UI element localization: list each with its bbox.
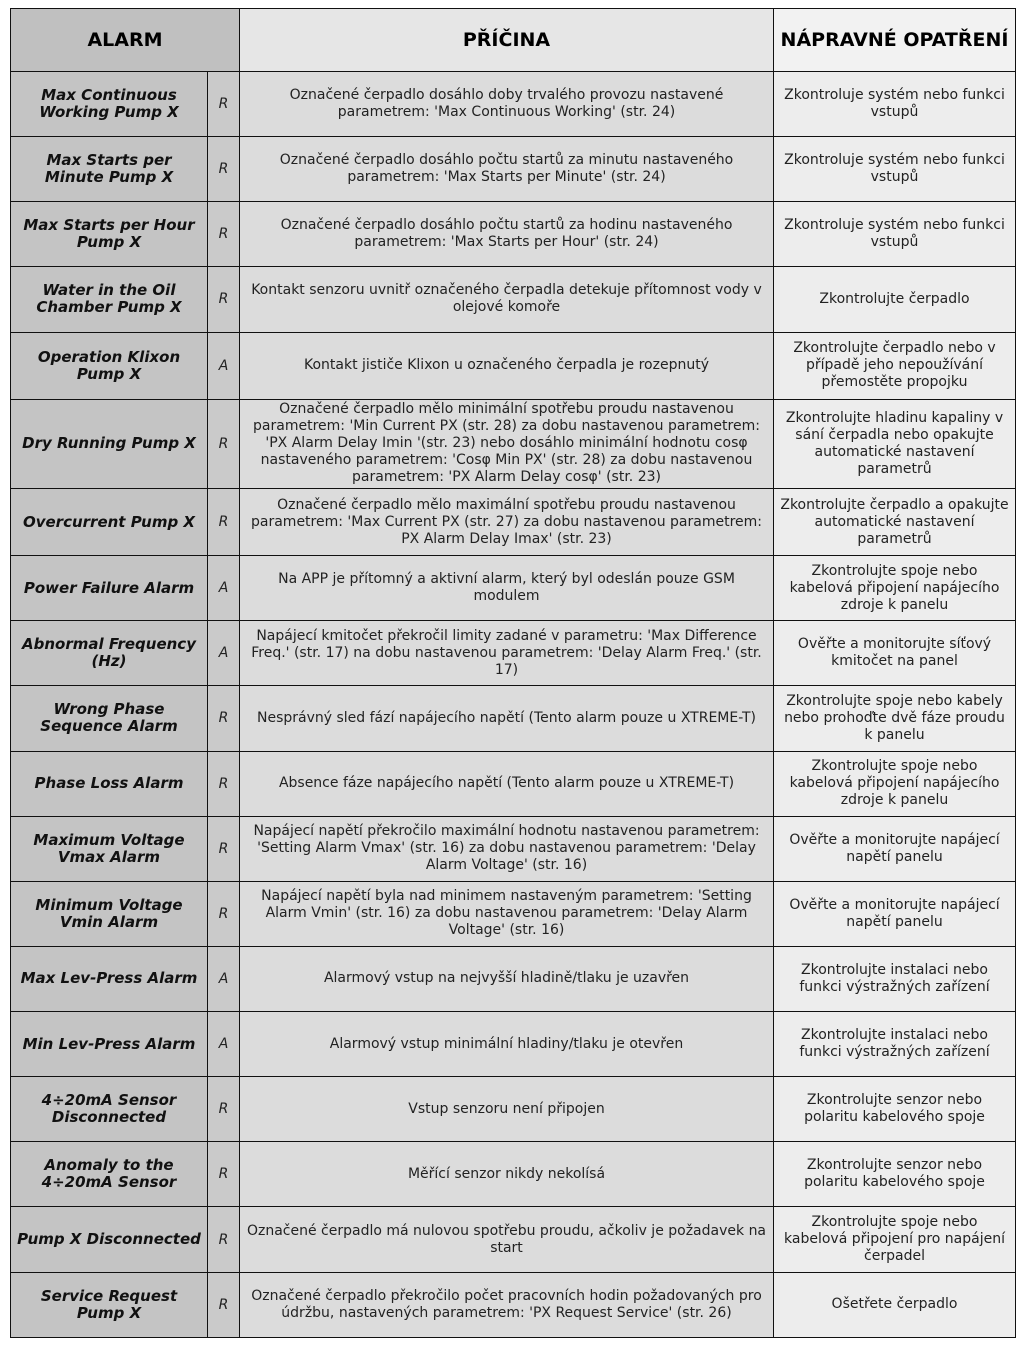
alarm-cause: Označené čerpadlo překročilo počet pracovních hodin požadovaných pro údržbu, nastavených parametrem: 'PX Request Service' (str. 26) <box>240 1272 774 1337</box>
alarm-cause: Označené čerpadlo mělo minimální spotřebu proudu nastavenou parametrem: 'Min Current PX (str. 28) za dobu nastavenou parametrem: 'PX Alarm Delay Imin '(str. 23) nebo dosáhlo minimální hodnotu cosφ nastaveného parametrem: 'Cosφ Min PX' (str. 28) za dobu nastavenou parametrem: 'PX Alarm Delay cosφ' (str. 23) <box>240 399 774 488</box>
alarm-action: Zkontrolujte spoje nebo kabelová připojení napájecího zdroje k panelu <box>774 751 1016 816</box>
table-row <box>11 816 1016 881</box>
alarm-code: R <box>208 1142 240 1207</box>
alarm-action: Zkontrolujte senzor nebo polaritu kabelového spoje <box>774 1142 1016 1207</box>
alarm-action: Zkontrolujte instalaci nebo funkci výstražných zařízení <box>774 946 1016 1011</box>
header-cause: PŘÍČINA <box>240 9 774 72</box>
alarm-name: Pump X Disconnected <box>11 1207 208 1272</box>
alarm-cause: Napájecí kmitočet překročil limity zadané v parametru: 'Max Difference Freq.' (str. 17) na dobu nastavenou parametrem: 'Delay Alarm Freq.' (str. 17) <box>240 621 774 686</box>
alarm-name: 4÷20mA Sensor Disconnected <box>11 1077 208 1142</box>
alarm-code: A <box>208 946 240 1011</box>
table-row <box>11 399 1016 488</box>
alarm-cause: Absence fáze napájecího napětí (Tento alarm pouze u XTREME-T) <box>240 751 774 816</box>
alarm-cause: Kontakt jističe Klixon u označeného čerpadla je rozepnutý <box>240 332 774 399</box>
alarm-cause: Alarmový vstup minimální hladiny/tlaku je otevřen <box>240 1012 774 1077</box>
alarm-cause: Označené čerpadlo mělo maximální spotřebu proudu nastavenou parametrem: 'Max Current PX (str. 27) za dobu nastavenou parametrem: PX Alarm Delay Imax' (str. 23) <box>240 488 774 555</box>
alarm-cause: Vstup senzoru není připojen <box>240 1077 774 1142</box>
alarm-name: Abnormal Frequency (Hz) <box>11 621 208 686</box>
alarm-cause: Na APP je přítomný a aktivní alarm, který byl odeslán pouze GSM modulem <box>240 556 774 621</box>
table-row <box>11 488 1016 555</box>
alarm-code: R <box>208 751 240 816</box>
table-row <box>11 1207 1016 1272</box>
alarm-code: R <box>208 1272 240 1337</box>
alarm-cause: Měřící senzor nikdy nekolísá <box>240 1142 774 1207</box>
alarm-cause: Nesprávný sled fází napájecího napětí (Tento alarm pouze u XTREME-T) <box>240 686 774 751</box>
alarm-code: R <box>208 72 240 137</box>
alarm-cause: Označené čerpadlo má nulovou spotřebu proudu, ačkoliv je požadavek na start <box>240 1207 774 1272</box>
alarm-action: Zkontrolujte spoje nebo kabely nebo prohoďte dvě fáze proudu k panelu <box>774 686 1016 751</box>
table-row <box>11 556 1016 621</box>
alarm-name: Minimum Voltage Vmin Alarm <box>11 881 208 946</box>
table-row <box>11 332 1016 399</box>
alarm-cause: Napájecí napětí překročilo maximální hodnotu nastavenou parametrem: 'Setting Alarm Vmax' (str. 16) za dobu nastavenou parametrem: 'Delay Alarm Voltage' (str. 16) <box>240 816 774 881</box>
table-row <box>11 751 1016 816</box>
header-action: NÁPRAVNÉ OPATŘENÍ <box>774 9 1016 72</box>
table-row <box>11 137 1016 202</box>
table-row <box>11 1272 1016 1337</box>
alarm-action: Ošetřete čerpadlo <box>774 1272 1016 1337</box>
table-row <box>11 1012 1016 1077</box>
table-row <box>11 72 1016 137</box>
alarm-code: R <box>208 881 240 946</box>
alarm-table <box>10 8 1016 1338</box>
alarm-action: Zkontroluje systém nebo funkci vstupů <box>774 72 1016 137</box>
alarm-action: Ověřte a monitorujte napájecí napětí panelu <box>774 881 1016 946</box>
table-row <box>11 1142 1016 1207</box>
table-row <box>11 946 1016 1011</box>
header-alarm: ALARM <box>11 9 240 72</box>
table-row <box>11 621 1016 686</box>
alarm-name: Operation Klixon Pump X <box>11 332 208 399</box>
alarm-name: Maximum Voltage Vmax Alarm <box>11 816 208 881</box>
alarm-action: Zkontrolujte spoje nebo kabelová připojení pro napájení čerpadel <box>774 1207 1016 1272</box>
alarm-cause: Označené čerpadlo dosáhlo počtu startů za minutu nastaveného parametrem: 'Max Starts per Minute' (str. 24) <box>240 137 774 202</box>
alarm-name: Min Lev-Press Alarm <box>11 1012 208 1077</box>
table-row <box>11 202 1016 267</box>
alarm-name: Max Starts per Minute Pump X <box>11 137 208 202</box>
alarm-cause: Napájecí napětí byla nad minimem nastaveným parametrem: 'Setting Alarm Vmin' (str. 16) za dobu nastavenou parametrem: 'Delay Alarm Voltage' (str. 16) <box>240 881 774 946</box>
alarm-code: R <box>208 1077 240 1142</box>
alarm-code: R <box>208 267 240 332</box>
alarm-action: Ověřte a monitorujte napájecí napětí panelu <box>774 816 1016 881</box>
alarm-name: Power Failure Alarm <box>11 556 208 621</box>
alarm-name: Phase Loss Alarm <box>11 751 208 816</box>
alarm-action: Zkontrolujte čerpadlo a opakujte automatické nastavení parametrů <box>774 488 1016 555</box>
alarm-code: A <box>208 556 240 621</box>
alarm-name: Dry Running Pump X <box>11 399 208 488</box>
alarm-action: Zkontrolujte instalaci nebo funkci výstražných zařízení <box>774 1012 1016 1077</box>
alarm-action: Zkontrolujte spoje nebo kabelová připojení napájecího zdroje k panelu <box>774 556 1016 621</box>
alarm-action: Zkontrolujte senzor nebo polaritu kabelového spoje <box>774 1077 1016 1142</box>
alarm-code: R <box>208 816 240 881</box>
alarm-name: Max Starts per Hour Pump X <box>11 202 208 267</box>
alarm-name: Overcurrent Pump X <box>11 488 208 555</box>
table-row <box>11 267 1016 332</box>
alarm-code: A <box>208 332 240 399</box>
alarm-code: R <box>208 686 240 751</box>
alarm-name: Wrong Phase Sequence Alarm <box>11 686 208 751</box>
alarm-action: Zkontroluje systém nebo funkci vstupů <box>774 137 1016 202</box>
table-row <box>11 881 1016 946</box>
header-row <box>11 9 1016 72</box>
alarm-name: Service Request Pump X <box>11 1272 208 1337</box>
alarm-name: Water in the Oil Chamber Pump X <box>11 267 208 332</box>
alarm-name: Anomaly to the 4÷20mA Sensor <box>11 1142 208 1207</box>
alarm-code: R <box>208 1207 240 1272</box>
table-row <box>11 1077 1016 1142</box>
alarm-code: R <box>208 202 240 267</box>
alarm-code: R <box>208 488 240 555</box>
alarm-name: Max Lev-Press Alarm <box>11 946 208 1011</box>
alarm-name: Max Continuous Working Pump X <box>11 72 208 137</box>
alarm-cause: Označené čerpadlo dosáhlo doby trvalého provozu nastavené parametrem: 'Max Continuous Working' (str. 24) <box>240 72 774 137</box>
alarm-cause: Alarmový vstup na nejvyšší hladině/tlaku je uzavřen <box>240 946 774 1011</box>
alarm-action: Zkontroluje systém nebo funkci vstupů <box>774 202 1016 267</box>
alarm-cause: Označené čerpadlo dosáhlo počtu startů za hodinu nastaveného parametrem: 'Max Starts per Hour' (str. 24) <box>240 202 774 267</box>
alarm-code: A <box>208 621 240 686</box>
table-row <box>11 686 1016 751</box>
alarm-code: A <box>208 1012 240 1077</box>
alarm-action: Zkontrolujte čerpadlo nebo v případě jeho nepoužívání přemostěte propojku <box>774 332 1016 399</box>
alarm-code: R <box>208 399 240 488</box>
alarm-action: Zkontrolujte čerpadlo <box>774 267 1016 332</box>
alarm-code: R <box>208 137 240 202</box>
alarm-action: Zkontrolujte hladinu kapaliny v sání čerpadla nebo opakujte automatické nastavení parametrů <box>774 399 1016 488</box>
alarm-action: Ověřte a monitorujte síťový kmitočet na panel <box>774 621 1016 686</box>
alarm-cause: Kontakt senzoru uvnitř označeného čerpadla detekuje přítomnost vody v olejové komoře <box>240 267 774 332</box>
